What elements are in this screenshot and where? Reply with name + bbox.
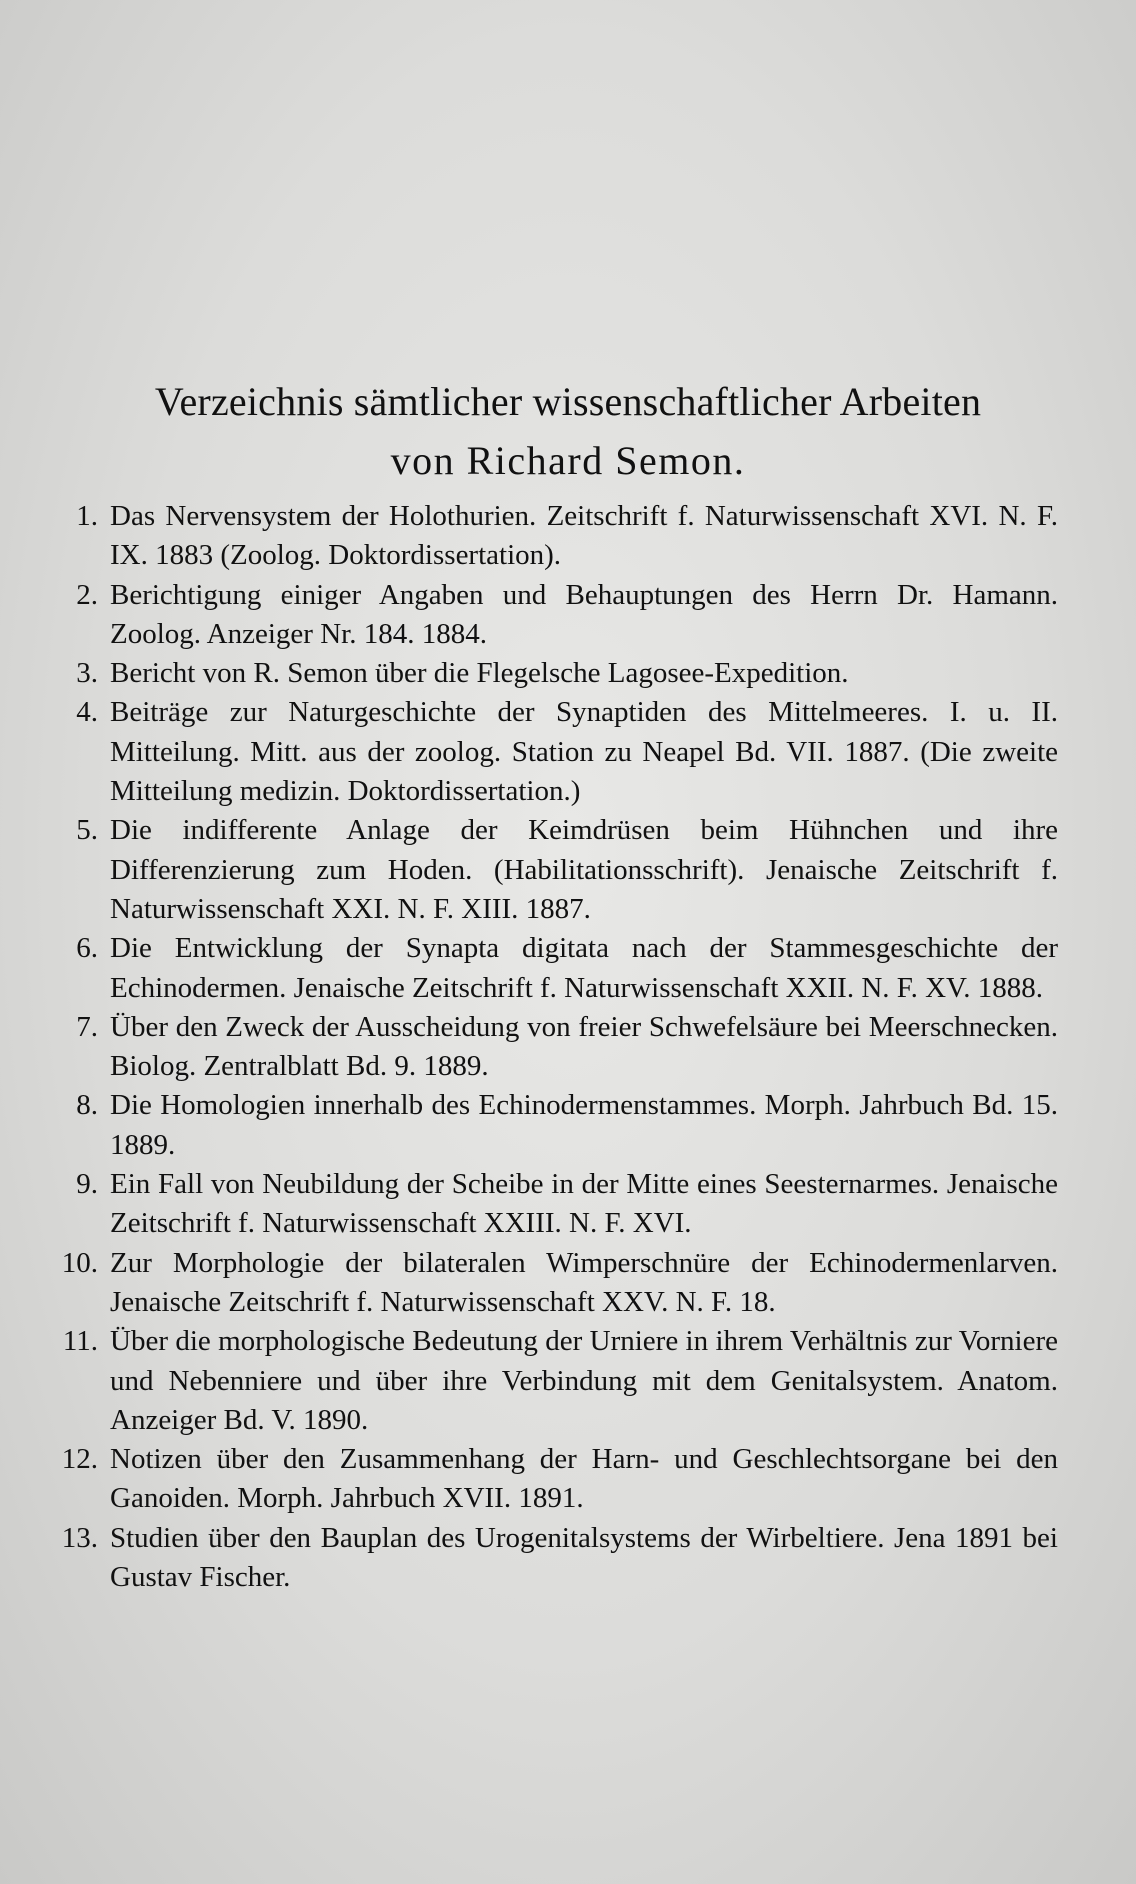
list-item <box>50 1008 1058 1087</box>
entry-text: Die Entwicklung der Synapta digitata nach der Stammesgeschichte der Echinodermen. Jenaische Zeitschrift f. Naturwissenschaft XXII. N. F. XV. 1888. <box>110 932 1058 1004</box>
entry-text: Beiträge zur Naturgeschichte der Synaptiden des Mittelmeeres. I. u. II. Mitteilung. Mitt. aus der zoolog. Station zu Neapel Bd. VII. 1887. (Die zweite Mitteilung medizin. Doktordissertation.) <box>110 696 1058 808</box>
list-item <box>50 1086 1058 1165</box>
entry-number: 6. <box>76 932 98 965</box>
list-item <box>50 654 1058 693</box>
entry-text: Notizen über den Zusammenhang der Harn- und Geschlechtsorgane bei den Ganoiden. Morph. Jahrbuch XVII. 1891. <box>110 1443 1058 1515</box>
entry-number: 7. <box>76 1010 98 1043</box>
list-item <box>50 1322 1058 1440</box>
bibliography-list <box>50 497 1058 1597</box>
entry-number: 4. <box>76 696 98 729</box>
list-item <box>50 1440 1058 1519</box>
entry-text: Das Nervensystem der Holothurien. Zeitschrift f. Naturwissenschaft XVI. N. F. IX. 1883 (Zoolog. Doktordissertation). <box>110 500 1058 572</box>
entry-number: 2. <box>76 578 98 611</box>
entry-text: Bericht von R. Semon über die Flegelsche Lagosee-Expedition. <box>110 657 849 690</box>
list-item <box>50 576 1058 655</box>
list-item <box>50 929 1058 1008</box>
list-item <box>50 1244 1058 1323</box>
entry-number: 8. <box>76 1089 98 1122</box>
heading-line-1: Verzeichnis sämtlicher wissenschaftlicher Arbeiten <box>154 379 982 424</box>
entry-text: Berichtigung einiger Angaben und Behauptungen des Herrn Dr. Hamann. Zoolog. Anzeiger Nr. 184. 1884. <box>110 578 1058 650</box>
list-item <box>50 1165 1058 1244</box>
entry-text: Über den Zweck der Ausscheidung von freier Schwefelsäure bei Meerschnecken. Biolog. Zentralblatt Bd. 9. 1889. <box>110 1010 1058 1083</box>
entry-number: 9. <box>76 1168 98 1201</box>
document-heading <box>0 372 1136 490</box>
list-item <box>50 693 1058 811</box>
entry-number: 5. <box>76 814 98 847</box>
entry-text: Über die morphologische Bedeutung der Urniere in ihrem Verhältnis zur Vorniere und Nebenniere und über ihre Verbindung mit dem Genitalsystem. Anatom. Anzeiger Bd. V. 1890. <box>110 1325 1058 1436</box>
entry-number: 10. <box>61 1246 98 1279</box>
entry-text: Studien über den Bauplan des Urogenitalsystems der Wirbeltiere. Jena 1891 bei Gustav Fischer. <box>110 1521 1058 1594</box>
entry-text: Die indifferente Anlage der Keimdrüsen beim Hühnchen und ihre Differenzierung zum Hoden. (Habilitationsschrift). Jenaische Zeitschrift f. Naturwissenschaft XXI. N. F. XIII. 1887. <box>110 814 1058 925</box>
entry-text: Ein Fall von Neubildung der Scheibe in der Mitte eines Seesternarmes. Jenaische Zeitschrift f. Naturwissenschaft XXIII. N. F. XVI. <box>110 1168 1058 1240</box>
list-item <box>50 497 1058 576</box>
entry-number: 1. <box>76 500 98 532</box>
heading-line-2: von Richard Semon. <box>390 438 746 483</box>
entry-text: Zur Morphologie der bilateralen Wimperschnüre der Echinodermenlarven. Jenaische Zeitschrift f. Naturwissenschaft XXV. N. F. 18. <box>110 1246 1058 1318</box>
entry-number: 12. <box>61 1443 98 1476</box>
list-item <box>50 811 1058 929</box>
entry-number: 13. <box>61 1521 98 1554</box>
entry-number: 3. <box>76 657 98 690</box>
list-item <box>50 1519 1058 1598</box>
entry-number: 11. <box>62 1325 98 1358</box>
entry-text: Die Homologien innerhalb des Echinodermenstammes. Morph. Jahrbuch Bd. 15. 1889. <box>110 1089 1058 1161</box>
